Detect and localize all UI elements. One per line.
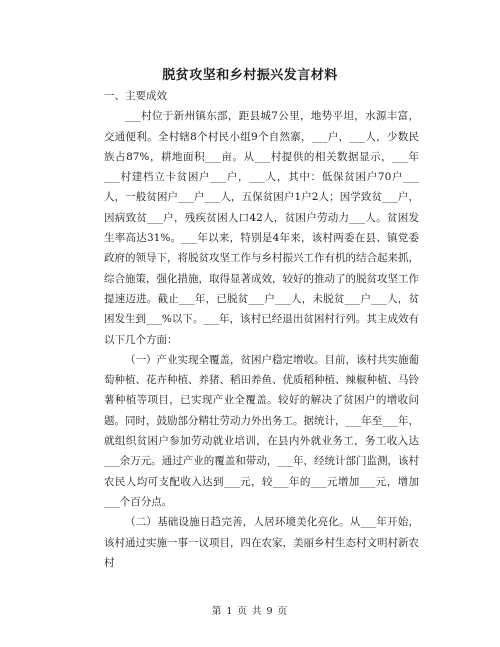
paragraph: （二）基础设施日趋完善，人居环境美化亮化。从___年开始，该村通过实施一事一议项目，四在农家，美丽乡村生态村文明村新农村 [104, 516, 419, 569]
page-number: 第 1 页 共 9 页 [211, 606, 289, 617]
paragraph: （一）产业实现全覆盖，贫困户稳定增收。目前，该村共实施葡萄种植、花卉种植、养猪、稻田养鱼、优质稻种植、辣椒种植、马铃薯种植等项目，已实现产业全覆盖。较好的解决了贫困户的增收问题。同时，鼓励部分精壮劳动力外出务工。据统计，___年至___年，就组织贫困户参加劳动就业培训，在县内外就业务工，务工收入达___余万元。通过产业的覆盖和带动，___年，经统计部门监测，该村农民人均可支配收入达到___元，较___年的___元增加___元，增加___个百分点。 [104, 353, 419, 508]
paragraph: ___村位于新州镇东部，距县城7公里，地势平坦，水源丰富，交通便利。全村辖8个村民小组9个自然寨，___户，___人，少数民族占87%，耕地面积___亩。从___村提供的相关数据显示，___年___村建档立卡贫困户___户，___人，其中：低保贫困户70户___人，一般贫困户___户___人，五保贫困户1户2人；因学致贫___户，因病致贫___户，残疾贫困人口42人，贫困户劳动力___人。贫困发生率高达31%。___年以来，特别是4年来，该村两委在县、镇党委政府的领导下，将脱贫攻坚工作与乡村振兴工作有机的结合起来抓，综合施策，强化措施，取得显著成效，较好的推动了的脱贫攻坚工作提速迈进。截止___年，已脱贫___户___人，未脱贫___户___人，贫困发生到___%以下。___年，该村已经退出贫困村行列。其主成效有以下几个方面： [104, 110, 419, 346]
document-body [104, 86, 419, 573]
document-title: 脱贫攻坚和乡村振兴发言材料 [162, 68, 338, 83]
section-heading: 一、主要成效 [104, 90, 167, 102]
